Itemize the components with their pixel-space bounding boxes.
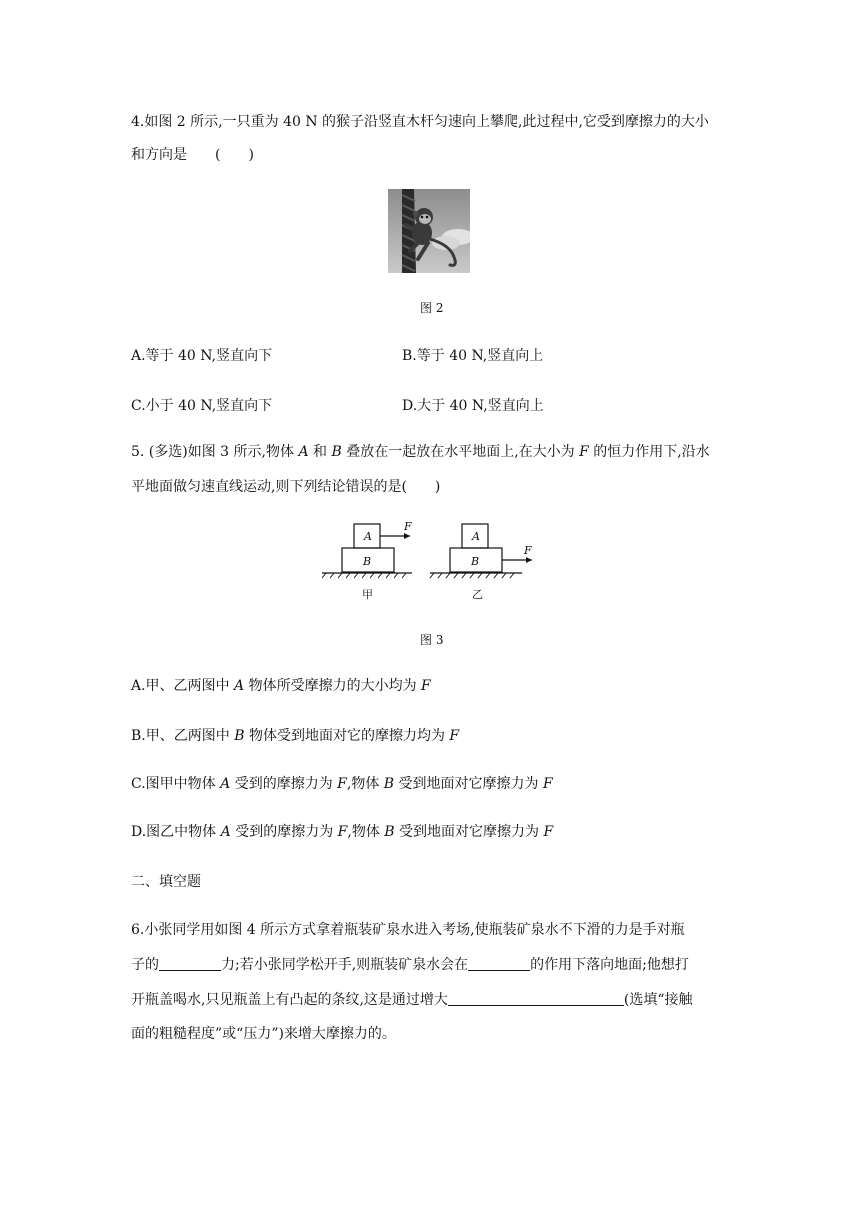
figure-label-jia: 甲 [362, 588, 373, 601]
q5-figure-caption: 图 3 [420, 633, 444, 647]
force-symbol: F [543, 824, 554, 840]
q5-stem-text: 叠放在一起放在水平地面上,在大小为 [341, 444, 580, 460]
q5-option-d [131, 822, 553, 842]
q5-stem-text: 和 [308, 444, 332, 460]
q5-option-a [131, 676, 431, 696]
q5-stem-line1 [131, 442, 710, 462]
q4-option-c: C.小于 40 N,竖直向下 [131, 398, 273, 414]
q4-stem-line1: 4.如图 2 所示,一只重为 40 N 的猴子沿竖直木杆匀速向上攀爬,此过程中,它受到摩擦力的大小 [131, 114, 709, 130]
q6-stem-line3 [131, 990, 693, 1010]
q6-stem-line1: 6.小张同学用如图 4 所示方式拿着瓶装矿泉水进入考场,使瓶装矿泉水不下滑的力是手对瓶 [131, 922, 685, 938]
answer-blank-2[interactable] [468, 956, 530, 971]
answer-blank-3[interactable] [448, 991, 624, 1006]
q5-option-c [131, 774, 553, 794]
q6-text: 子的 [131, 957, 159, 973]
label-f-right: F [524, 544, 532, 557]
object-a-symbol: A [220, 776, 231, 792]
object-b-symbol: B [331, 444, 342, 460]
q6-stem-line4: 面的粗糙程度”或“压力”)来增大摩擦力的。 [131, 1026, 396, 1042]
object-a-symbol: A [220, 824, 231, 840]
q5-option-text: B.甲、乙两图中 [131, 728, 235, 744]
q4-option-a: A.等于 40 N,竖直向下 [131, 348, 273, 364]
monkey-climbing-figure [388, 189, 470, 273]
object-a-symbol: A [234, 678, 245, 694]
label-a-right: A [472, 530, 480, 543]
q4-stem-line2: 和方向是 ( ) [131, 147, 254, 163]
q4-option-d: D.大于 40 N,竖直向上 [402, 398, 544, 414]
q5-option-text: 受到地面对它摩擦力为 [394, 824, 544, 840]
figure-label-yi: 乙 [472, 588, 483, 601]
q4-figure-caption: 图 2 [420, 301, 444, 315]
q5-option-text: D.图乙中物体 [131, 824, 221, 840]
q5-option-text: ,物体 [347, 824, 385, 840]
q5-option-text: C.图甲中物体 [131, 776, 221, 792]
label-f-left: F [404, 520, 412, 533]
q6-stem-line2 [131, 955, 689, 975]
section-title-fill-in: 二、填空题 [131, 874, 201, 890]
q5-option-b [131, 726, 459, 746]
q5-option-text: 受到地面对它摩擦力为 [394, 776, 543, 792]
force-symbol: F [449, 728, 460, 744]
q5-option-text: 受到的摩擦力为 [230, 776, 338, 792]
q6-text: 力;若小张同学松开手,则瓶装矿泉水会在 [221, 957, 469, 973]
q5-stem-line2: 平地面做匀速直线运动,则下列结论错误的是( ) [131, 479, 441, 495]
q5-option-text: 受到的摩擦力为 [230, 824, 338, 840]
answer-blank-1[interactable] [159, 956, 221, 971]
force-symbol: F [421, 678, 431, 694]
object-b-symbol: B [384, 824, 395, 840]
q6-text: 的作用下落向地面;他想打 [530, 957, 689, 973]
force-symbol: F [542, 776, 553, 792]
q6-text: 开瓶盖喝水,只见瓶盖上有凸起的条纹,这是通过增大 [131, 992, 448, 1008]
q4-option-b: B.等于 40 N,竖直向上 [402, 348, 544, 364]
q5-stem-text: 的恒力作用下,沿水 [588, 444, 710, 460]
object-b-symbol: B [383, 776, 395, 792]
label-b-left: B [363, 555, 372, 568]
q5-option-text: ,物体 [346, 776, 384, 792]
q5-option-text: 物体所受摩擦力的大小均为 [244, 678, 422, 694]
object-b-symbol: B [234, 728, 245, 744]
q5-stem-text: 5. (多选)如图 3 所示,物体 [131, 444, 299, 460]
q5-option-text: A.甲、乙两图中 [131, 678, 235, 694]
force-symbol: F [579, 444, 589, 460]
object-a-symbol: A [298, 444, 309, 460]
stacked-blocks-figure [322, 518, 542, 604]
q6-text: (选填“接触 [623, 992, 693, 1008]
force-symbol: F [337, 776, 347, 792]
q5-option-text: 物体受到地面对它的摩擦力均为 [244, 728, 450, 744]
label-b-right: B [471, 555, 480, 568]
label-a-left: A [364, 530, 372, 543]
force-symbol: F [337, 824, 348, 840]
